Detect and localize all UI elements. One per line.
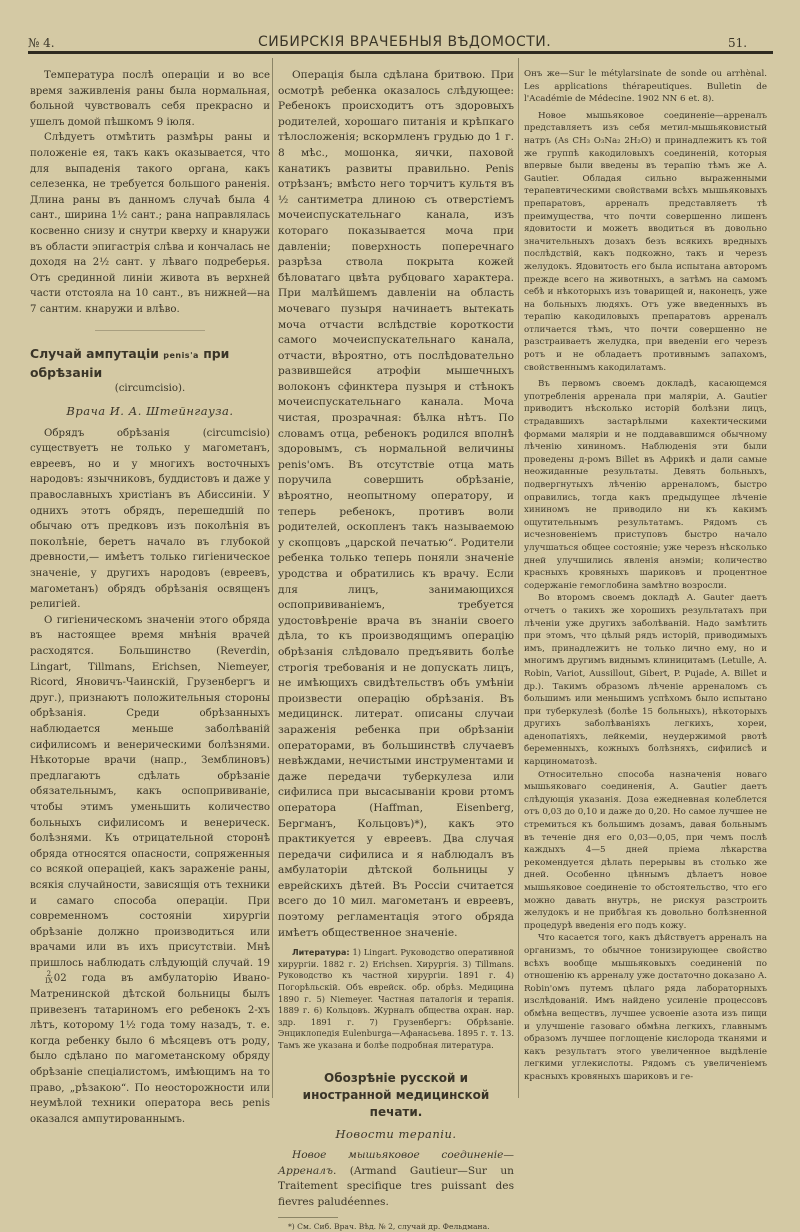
section-title: Обозрѣніе русской и иностранной медицинской печати. (302, 1070, 490, 1119)
paragraph: Обрядъ обрѣзанія (circumcisio) существуетъ не только у магометанъ, евреевъ, но и у многихъ восточныхъ народовъ: язычниковъ, буддистовъ и даже у православныхъ христіанъ въ Абиссиніи. У однихъ этотъ обрядъ, перешедшій по обычаю отъ предковъ изъ поколѣнія въ поколѣніе, беретъ начало въ глубокой древности,— имѣетъ только гигіеническое значеніе, у другихъ народовъ (евреевъ, магометанъ) обрядъ обрѣзанія освященъ религіей. (30, 427, 270, 611)
news-title: Новое мышьяковое соединеніе—Арреналъ. (278, 1149, 514, 1177)
article-title-part: penis'а (163, 350, 199, 360)
paragraph: Относительно способа назначенія новаго мышьяковаго соединенія, A. Gautier даетъ слѣдующія указанія. Доза ежедневная колеблется отъ 0,03 до 0,10 и даже до 0,20. Но самое лучшее не стремиться къ большимъ дозамъ, давая больнымъ въ теченіе дня его 0,03—0,05, при чемъ послѣ каждыхъ 4—5 дней пріема лѣкарства рекомендуется дѣлать перерывы въ столько же дней. Особенно цѣннымъ дѣлаетъ новое мышьяковое соединеніе то обстоятельство, что его можно давать внутрь, не рискуя разстроить желудокъ и не прибѣгая къ довольно болѣзненной процедурѣ введенія его подъ кожу. (524, 769, 767, 931)
column-2 (278, 68, 514, 1232)
article-title-part: при обрѣзаніи (30, 345, 230, 380)
paragraph: Операція была сдѣлана бритвою. При осмотрѣ ребенка оказалось слѣдующее: Ребенокъ происходитъ отъ здоровыхъ родителей, хорошаго питанія и крѣпкаго тѣлосложенія; вскормленъ грудью до 1 г. 8 мѣс., мошонка, яички, паховой канатикъ развиты правильно. Penis отрѣзанъ; вмѣсто него торчитъ культя въ ½ сантиметра длиною съ отверстіемъ мочеиспускательнаго канала, изъ котораго показывается моча при давленіи; поверхность поперечнаго разрѣза ствола покрыта кожей бѣловатаго цвѣта рубцоваго характера. При малѣйшемъ давленіи на область мочеваго пузыря начинаетъ вытекать моча отчасти вслѣдствіе короткости самого мочеиспускательнаго канала, отчасти, вѣроятно, отъ послѣдовательно развившейся атрофіи мышечныхъ волоконъ сфинктера пузыря и стѣнокъ мочеиспускательнаго канала. Моча чистая, прозрачная: бѣлка нѣтъ. По словамъ отца, ребенокъ родился вполнѣ здоровымъ, съ нормальной величины penis'омъ. Въ отсутствіе отца мать поручила совершить обрѣзаніе, вѣроятно, неопытному оператору, и теперь ребенокъ, противъ воли родителей, оскопленъ такъ называемою у скопцовъ „царской печатью“. Родители ребенка только теперь поняли значеніе уродства и обратились къ врачу. Если для лицъ, занимающихся оспопрививаніемъ, требуется удостовѣреніе врача въ знаніи своего дѣла, то къ производящимъ операцію обрѣзанія слѣдовало предъявить болѣе строгія требованія и не допускать лицъ, не имѣющихъ свидѣтельствъ объ умѣніи произвести операцію обрѣзанія. Въ медицинск. литерат. описаны случаи зараженія ребенка при обрѣзаніи операторами, въ большинствѣ случаевъ невѣждами, нечистыми инструментами и даже передачи туберкулеза или сифилиса при высасываніи крови ртомъ оператора (Haffman, Eisenberg, Бергманъ, Кольцовъ)*), какъ это практикуется у евреевъ. Два случая передачи сифилиса и я наблюдалъ въ амбулаторіи дѣтской больницы у еврейскихъ дѣтей. Въ Россіи считается всего до 10 мил. магометанъ и евреевъ, поэтому регламентація этого обряда имѣетъ общественное значеніе. (278, 69, 514, 939)
column-divider-right (518, 58, 519, 1098)
section-separator (95, 330, 205, 331)
article-author: Врача И. А. Штейнгауза. (66, 404, 234, 419)
literature-list (278, 947, 514, 1051)
journal-title: СИБИРСКІЯ ВРАЧЕБНЫЯ ВѢДОМОСТИ. (258, 34, 552, 50)
date-day: 19 (257, 957, 270, 969)
header-rule (28, 51, 773, 54)
paragraph: Въ первомъ своемъ докладѣ, касающемся употребленія арренала при маляріи, A. Gautier приводитъ нѣсколько исторій болѣзни лицъ, страдавшихъ застарѣлыми кахектическими формами маляріи и не поддававшимся обычному лѣченію хининомъ. Наблюденія эти были проведены д-ромъ Billet въ Африкѣ и дали самые неожиданные результаты. Девять больныхъ, подвергнутыхъ лѣченію арреналомъ, быстро оправились, тогда какъ предыдущее лѣченіе хининомъ не приводило ни къ какимъ ощутительнымъ результатамъ. Рядомъ съ исчезновеніемъ приступовъ быстро начало улучшаться общее состояніе; уже черезъ нѣсколько дней улучшились явленія анэміи; количество красныхъ кровяныхъ шариковъ и процентное содержаніе гемоглобина замѣтно возросли. (524, 379, 767, 591)
literature-text: 1) Lingart. Руководство оперативной хирургіи. 1882 г. 2) Erichsen. Хирургія. 3) Tillmans. Руководство къ частной хирургіи. 1891 г. 4) Погорѣльскій. Объ еврейск. обр. обрѣз. Медицина 1890 г. 5) Niemeyer. Частная паталогія и терапія. 1889 г. 6) Кольцовъ. Журналъ общества охран. нар. здр. 1891 г. 7) Грузенбергъ: Обрѣзаніе. Энциклопедія Eulenburga—Афанасьева. 1895 г. т. 13. Тамъ же указана и болѣе подробная литература. (278, 947, 514, 1050)
column-1 (30, 68, 270, 1127)
paragraph-text: О гигіеническомъ значеніи этого обряда въ настоящее время мнѣнія врачей расходятся. Большинство (Reverdin, Lingart, Tillmans, Erichsen, Niemeyer, Ricord, Яновичъ-Чаинскій, Грузенбергъ и друг.), признаютъ положительныя стороны обрѣзанія. Среди обрѣзанныхъ наблюдается меньше заболѣваній сифилисомъ и венерическими болѣзнями. Нѣкоторые врачи (напр., Земблиновъ) предлагаютъ сдѣлать обрѣзаніе обязательнымъ, какъ оспопрививаніе, чтобы этимъ уменьшить количество больныхъ сифилисомъ и венерическ. болѣзнями. Къ отрицательной сторонѣ обряда относятся опасности, сопряженныя со всякой операціей, какъ зараженіе раны, всякія случайности, зависящія отъ техники и самаго способа операціи. При современномъ состояніи хирургіи обрѣзаніе должно производиться или врачами или въ ихъ присутствіи. Мнѣ пришлось наблюдать слѣдующій случай. (30, 614, 270, 969)
literature-label: Литература: (292, 948, 350, 958)
date-fraction-num: 2 (46, 970, 52, 979)
article-title-part: Случай ампутаціи (30, 345, 164, 361)
paragraph: Во второмъ своемъ докладѣ A. Gauter даетъ отчетъ о такихъ же хорошихъ результатахъ при лѣченіи уже другихъ заболѣваній. Надо замѣтить при этомъ, что цѣлый рядъ исторій, приводимыхъ имъ, принадлежитъ не только лично ему, но и многимъ другимъ виднымъ клиницитамъ (Letulle, A. Robin, Variot, Aussillout, Gibert, P. Pujade, A. Billet и др.). Такимъ образомъ лѣченіе арреналомъ съ большимъ или меньшимъ успѣхомъ было испытано при туберкулезѣ (болѣе 15 больныхъ), нѣкоторыхъ другихъ заболѣваніяхъ легкихъ, хореи, аденопатіяхъ, лейкеміи, неудержимой рвотѣ беременныхъ, кожныхъ болѣзняхъ, сифилисѣ и карциноматозѣ. (524, 593, 767, 768)
paragraph (30, 613, 270, 1128)
footnote-rule (278, 1217, 338, 1218)
paragraph: Новое мышьяковое соединеніе—арреналъ представляетъ изъ себя метил-мышьяковистый натръ (As CH₃ O₃Na₂ 2H₂O) и принадлежитъ къ той же группѣ какодиловыхъ соединеній, которыя впервые были введены въ терапію тѣмъ же A. Gautier. Обладая сильно выраженными терапевтическими свойствами всѣхъ мышьяковыхъ препаратовъ, арреналъ представляетъ тѣ преимущества, что почти совершенно лишенъ ядовитости и можетъ вводиться въ довольно значительныхъ дозахъ безъ всякихъ вредныхъ послѣдствій, какъ подкожно, такъ и черезъ желудокъ. Ядовитость его была испытана авторомъ прежде всего на животныхъ, а затѣмъ на самомъ себѣ и нѣкоторыхъ изъ товарищей и, наконецъ, уже на больныхъ людяхъ. Отъ уже введенныхъ въ терапію какодиловыхъ препаратовъ арреналъ отличается тѣмъ, что почти совершенно не разстраиваетъ желудка, при введеніи его черезъ ротъ и не обладаетъ противнымъ запахомъ, свойственнымъ какодилатамъ. (524, 110, 767, 373)
column-divider-left (272, 58, 273, 1098)
article-title (30, 345, 270, 381)
paragraph: Температура послѣ операціи и во все время заживленія раны была нормальная, больной чувствовалъ себя прекрасно и ушелъ домой пѣшкомъ 9 іюля. (30, 70, 270, 128)
news-reference: (Armand Gautieur—Sur un Traitement specifique tres puissant des fievres paludéennes. (278, 1164, 514, 1208)
date-year: 02 (53, 973, 67, 985)
date-fraction-den: IX (45, 977, 53, 986)
section-subtitle: Новости терапіи. (335, 1126, 457, 1141)
footnote: *) См. Сиб. Врач. Вѣд. № 2, случай др. Фельдмана. (288, 1221, 490, 1231)
paragraph: Что касается того, какъ дѣйствуетъ арреналъ на организмъ, то обычное тонизирующее свойство всѣхъ вообще мышьяковыхъ соединеній по отношенію къ арреналу уже достаточно доказано A. Robin'омъ путемъ цѣлаго ряда лабораторныхъ изслѣдованій. Имъ найдено усиленіе процессовъ обмѣна веществъ, лучшее усвоеніе азота изъ пищи и улучшеніе газоваго обмѣна легкихъ, главнымъ образомъ лучшее поглощеніе кислорода тканями и какъ результатъ этого увеличенное выдѣленіе легкими углекислоты. Рядомъ съ увеличеніемъ красныхъ кровяныхъ шариковъ и ге- (524, 933, 767, 1082)
paragraph-text: года въ амбулаторію Ивано-Матренинской дѣтской больницы былъ привезенъ татариномъ его ребенокъ 2-хъ лѣтъ, которому 1½ года тому назадъ, т. е. когда ребенку было 6 мѣсяцевъ отъ роду, было сдѣлано по магометанскому обряду обрѣзаніе спеціалистомъ, имѣющимъ на то право, „рѣзакою“. По неосторожности или неумѣлой техники оператора весь penis оказался ампутированнымъ. (30, 973, 270, 1125)
issue-number: № 4. (28, 36, 55, 50)
page-number: 51. (728, 36, 748, 50)
date-fraction (31, 971, 53, 985)
news-item (278, 1148, 514, 1210)
column-3 (524, 68, 767, 1084)
article-subtitle: (circumcisio). (114, 382, 186, 394)
paragraph: Слѣдуетъ отмѣтить размѣры раны и положеніе ея, такъ какъ оказывается, что для выпаденія такого органа, какъ селезенка, не требуется большого раненія. Длина раны въ данномъ случаѣ была 4 сант., ширина 1½ сант.; рана направлялась косвенно снизу и снутри кверху и кнаружи въ области эпигастрія слѣва и кончалась не доходя на 2½ сант. у лѣваго подреберья. Отъ срединной линіи живота въ верхней части отстояла на 10 сант., въ нижней—на 7 сантим. кнаружи и влѣво. (30, 132, 270, 315)
paragraph: Онъ же—Sur le métylarsinate de sonde ou arrhènal. Les applications thérapeutiques. Bulletin de l'Académie de Médecine. 1902 NN 6 et. 8). (524, 69, 767, 105)
